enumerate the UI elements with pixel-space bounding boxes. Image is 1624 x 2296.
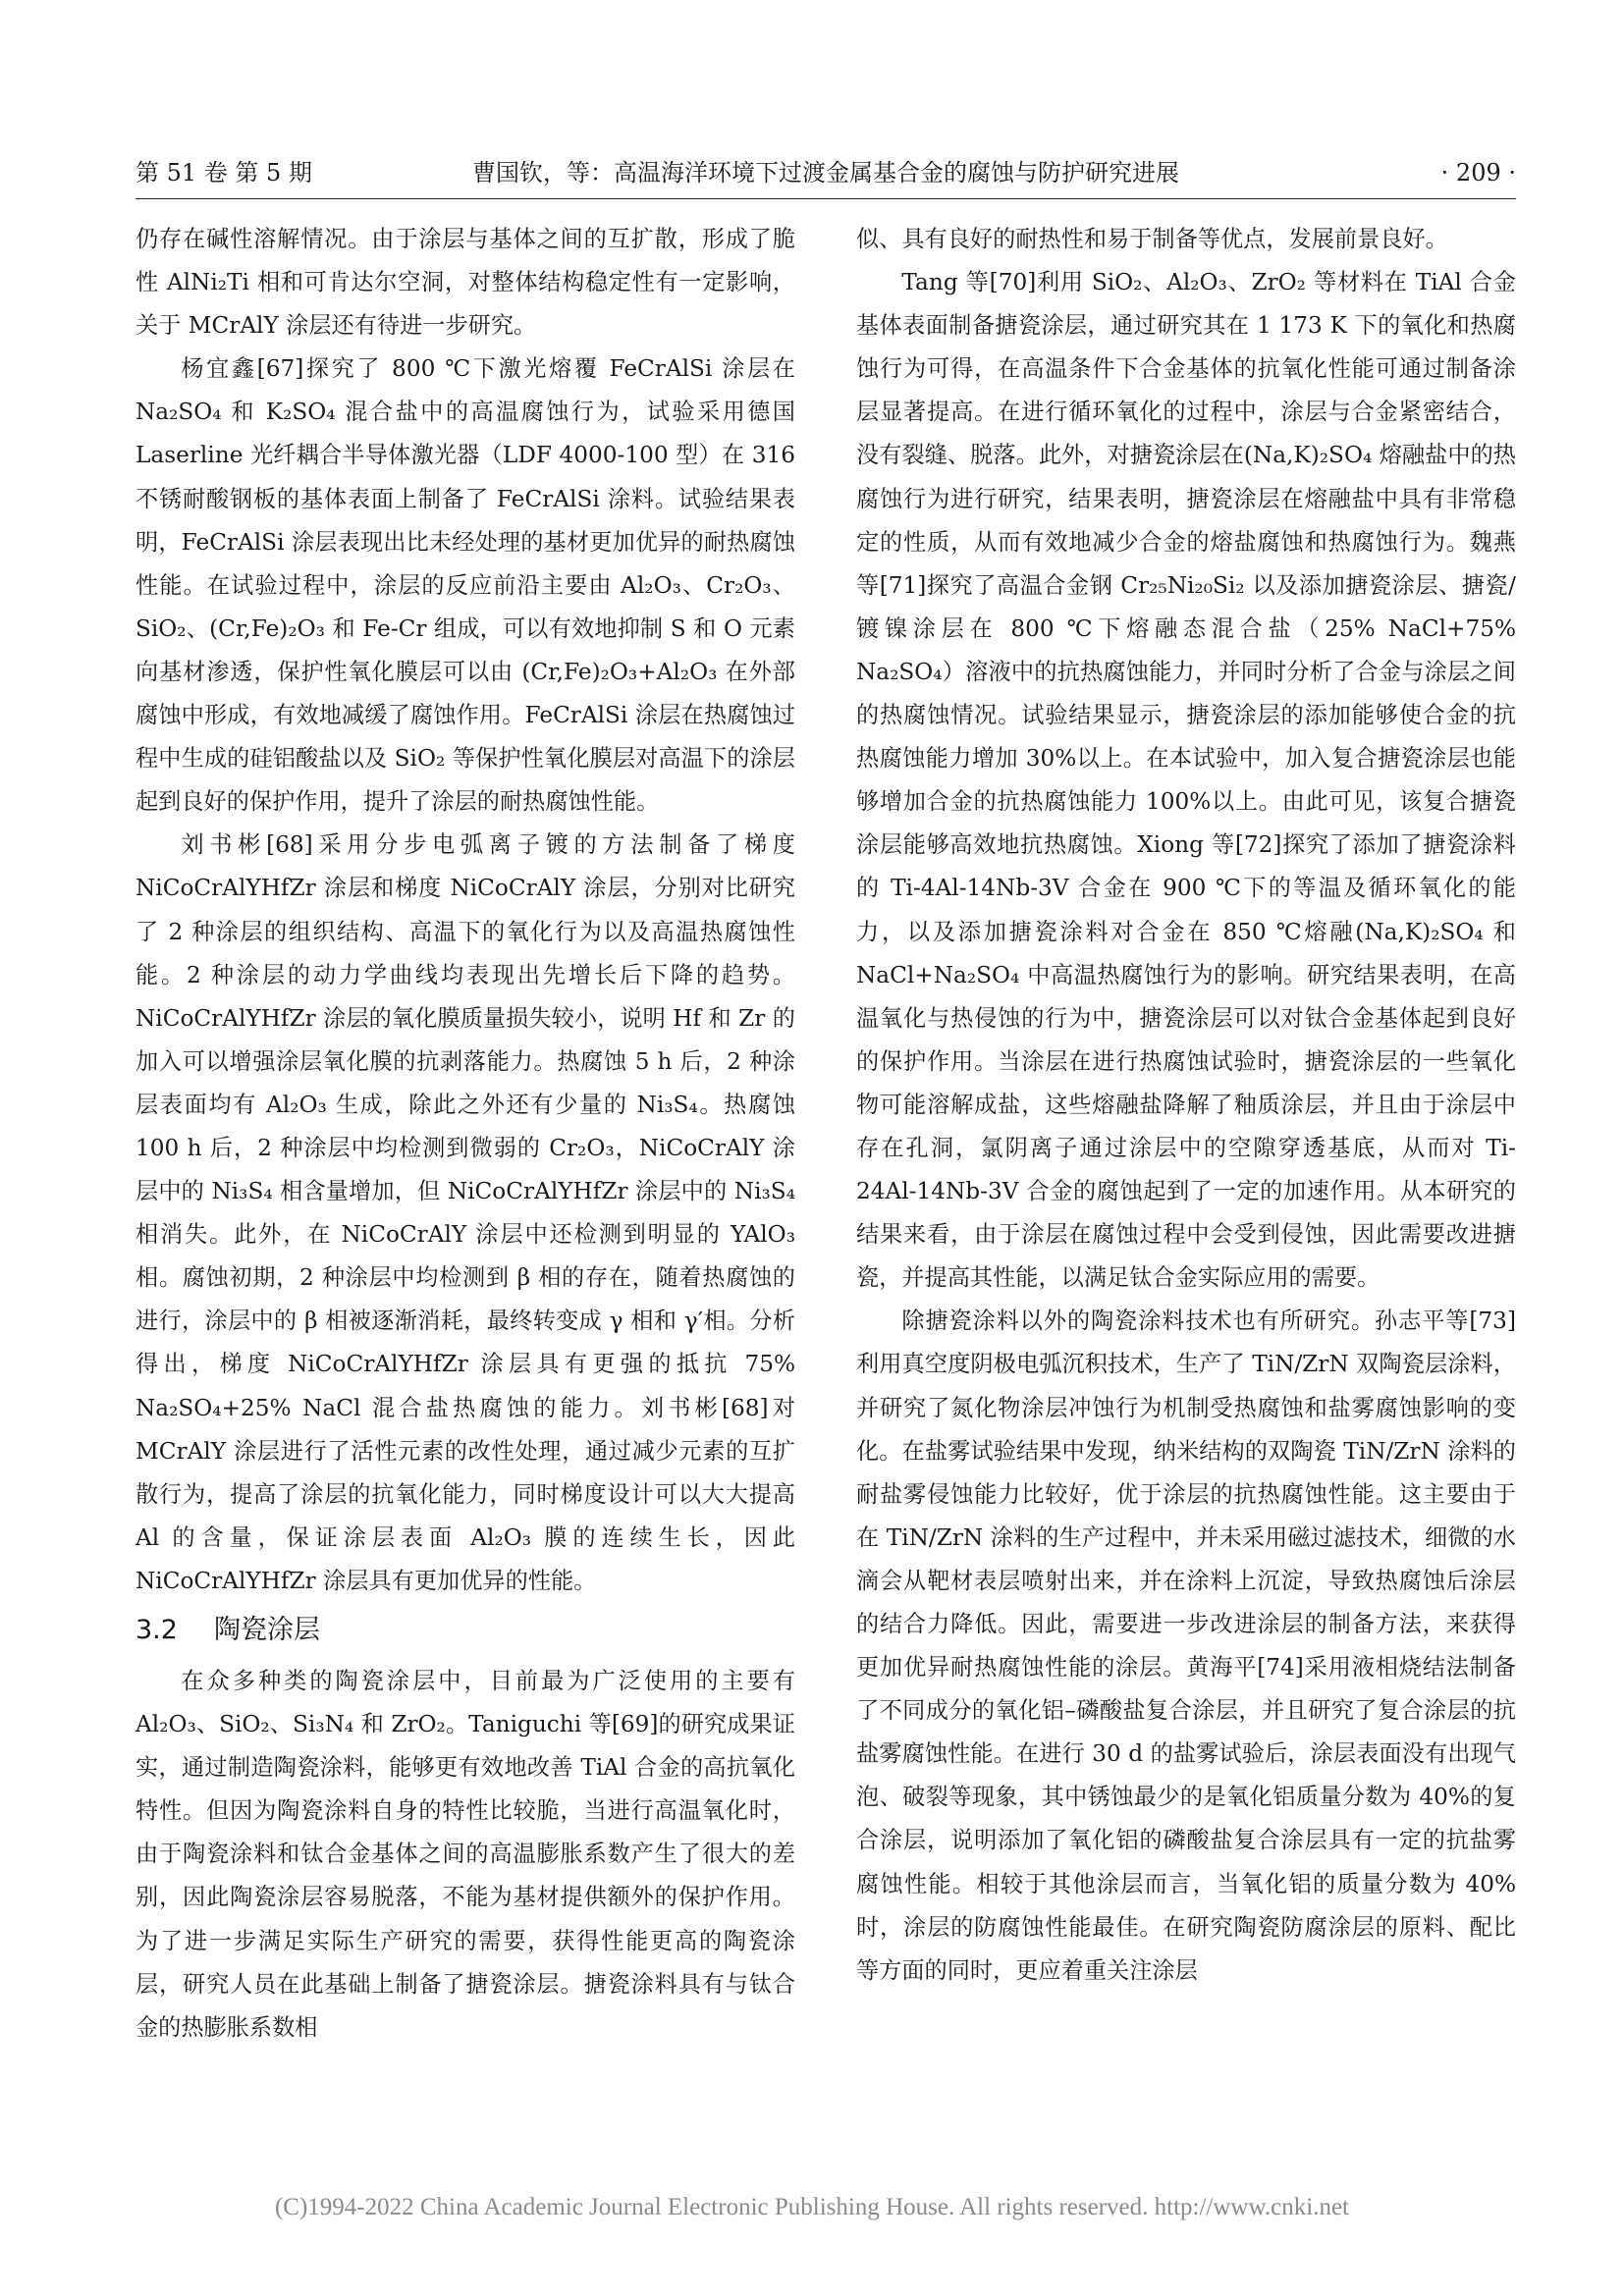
running-title: 曹国钦，等：高温海洋环境下过渡金属基合金的腐蚀与防护研究进展: [472, 159, 1179, 187]
section-number: 3.2: [135, 1615, 178, 1645]
right-column: [856, 218, 1516, 1993]
paragraph: 在众多种类的陶瓷涂层中，目前最为广泛使用的主要有 Al₂O₃、SiO₂、Si₃N₄ 和 ZrO₂。Taniguchi 等[69]的研究成果证实，通过制造陶瓷涂料，能够更有效地改善 TiAl 合金的高抗氧化特性。但因为陶瓷涂料自身的特性比较脆，当进行高温氧化时，由于陶瓷涂料和钛合金基体之间的高温膨胀系数产生了很大的差别，因此陶瓷涂层容易脱落，不能为基材提供额外的保护作用。为了进一步满足实际生产研究的需要，获得性能更高的陶瓷涂层，研究人员在此基础上制备了搪瓷涂层。搪瓷涂料具有与钛合金的热膨胀系数相: [135, 1668, 795, 2041]
paragraph: 仍存在碱性溶解情况。由于涂层与基体之间的互扩散，形成了脆性 AlNi₂Ti 相和可肯达尔空洞，对整体结构稳定性有一定影响，关于 MCrAlY 涂层还有待进一步研究。: [135, 226, 795, 340]
paragraph: 杨宜鑫[67]探究了 800 ℃下激光熔覆 FeCrAlSi 涂层在 Na₂SO₄ 和 K₂SO₄ 混合盐中的高温腐蚀行为，试验采用德国 Laserline 光纤耦合半导体激光器（LDF 4000-100 型）在 316 不锈耐酸钢板的基体表面上制备了 FeCrAlSi 涂料。试验结果表明，FeCrAlSi 涂层表现出比未经处理的基材更加优异的耐热腐蚀性能。在试验过程中，涂层的反应前沿主要由 Al₂O₃、Cr₂O₃、SiO₂、(Cr,Fe)₂O₃ 和 Fe-Cr 组成，可以有效地抑制 S 和 O 元素向基材渗透，保护性氧化膜层可以由 (Cr,Fe)₂O₃+Al₂O₃ 在外部腐蚀中形成，有效地减缓了腐蚀作用。FeCrAlSi 涂层在热腐蚀过程中生成的硅铝酸盐以及 SiO₂ 等保护性氧化膜层对高温下的涂层起到良好的保护作用，提升了涂层的耐热腐蚀性能。: [135, 355, 795, 816]
left-column: [135, 218, 795, 2050]
section-heading: [135, 1609, 795, 1652]
paragraph: 刘书彬[68]采用分步电弧离子镀的方法制备了梯度 NiCoCrAlYHfZr 涂层和梯度 NiCoCrAlY 涂层，分别对比研究了 2 种涂层的组织结构、高温下的氧化行为以及高温热腐蚀性能。2 种涂层的动力学曲线均表现出先增长后下降的趋势。NiCoCrAlYHfZr 涂层的氧化膜质量损失较小，说明 Hf 和 Zr 的加入可以增强涂层氧化膜的抗剥落能力。热腐蚀 5 h 后，2 种涂层表面均有 Al₂O₃ 生成，除此之外还有少量的 Ni₃S₄。热腐蚀 100 h 后，2 种涂层中均检测到微弱的 Cr₂O₃，NiCoCrAlY 涂层中的 Ni₃S₄ 相含量增加，但 NiCoCrAlYHfZr 涂层中的 Ni₃S₄ 相消失。此外，在 NiCoCrAlY 涂层中还检测到明显的 YAlO₃ 相。腐蚀初期，2 种涂层中均检测到 β 相的存在，随着热腐蚀的进行，涂层中的 β 相被逐渐消耗，最终转变成 γ 相和 γ′相。分析得出，梯度 NiCoCrAlYHfZr 涂层具有更强的抵抗 75% Na₂SO₄+25% NaCl 混合盐热腐蚀的能力。刘书彬[68]对 MCrAlY 涂层进行了活性元素的改性处理，通过减少元素的互扩散行为，提高了涂层的抗氧化能力，同时梯度设计可以大大提高 Al 的含量，保证涂层表面 Al₂O₃ 膜的连续生长，因此 NiCoCrAlYHfZr 涂层具有更加优异的性能。: [135, 831, 795, 1594]
running-header: [135, 153, 1516, 192]
paragraph: 除搪瓷涂料以外的陶瓷涂料技术也有所研究。孙志平等[73]利用真空度阴极电弧沉积技术，生产了 TiN/ZrN 双陶瓷层涂料，并研究了氮化物涂层冲蚀行为机制受热腐蚀和盐雾腐蚀影响的变化。在盐雾试验结果中发现，纳米结构的双陶瓷 TiN/ZrN 涂料的耐盐雾侵蚀能力比较好，优于涂层的抗热腐蚀性能。这主要由于在 TiN/ZrN 涂料的生产过程中，并未采用磁过滤技术，细微的水滴会从靶材表层喷射出来，并在涂料上沉淀，导致热腐蚀后涂层的结合力降低。因此，需要进一步改进涂层的制备方法，来获得更加优异耐热腐蚀性能的涂层。黄海平[74]采用液相烧结法制备了不同成分的氧化铝–磷酸盐复合涂层，并且研究了复合涂层的抗盐雾腐蚀性能。在进行 30 d 的盐雾试验后，涂层表面没有出现气泡、破裂等现象，其中锈蚀最少的是氧化铝质量分数为 40%的复合涂层，说明添加了氧化铝的磷酸盐复合涂层具有一定的抗盐雾腐蚀性能。相较于其他涂层而言，当氧化铝的质量分数为 40%时，涂层的防腐蚀性能最佳。在研究陶瓷防腐涂层的原料、配比等方面的同时，更应着重关注涂层: [856, 1308, 1516, 1984]
journal-volume-issue: 第 51 卷 第 5 期: [135, 159, 312, 187]
header-rule: [135, 198, 1516, 199]
copyright-footer: (C)1994-2022 China Academic Journal Electronic Publishing House. All rights reserved. http://www.cnki.net: [274, 2194, 1350, 2220]
section-title: 陶瓷涂层: [214, 1615, 320, 1645]
paragraph: Tang 等[70]利用 SiO₂、Al₂O₃、ZrO₂ 等材料在 TiAl 合金基体表面制备搪瓷涂层，通过研究其在 1 173 K 下的氧化和热腐蚀行为可得，在高温条件下合金基体的抗氧化性能可通过制备涂层显著提高。在进行循环氧化的过程中，涂层与合金紧密结合，没有裂缝、脱落。此外，对搪瓷涂层在(Na,K)₂SO₄ 熔融盐中的热腐蚀行为进行研究，结果表明，搪瓷涂层在熔融盐中具有非常稳定的性质，从而有效地减少合金的熔盐腐蚀和热腐蚀行为。魏燕等[71]探究了高温合金钢 Cr₂₅Ni₂₀Si₂ 以及添加搪瓷涂层、搪瓷/镀镍涂层在 800 ℃下熔融态混合盐（25% NaCl+75% Na₂SO₄）溶液中的抗热腐蚀能力，并同时分析了合金与涂层之间的热腐蚀情况。试验结果显示，搪瓷涂层的添加能够使合金的抗热腐蚀能力增加 30%以上。在本试验中，加入复合搪瓷涂层也能够增加合金的抗热腐蚀能力 100%以上。由此可见，该复合搪瓷涂层能够高效地抗热腐蚀。Xiong 等[72]探究了添加了搪瓷涂料的 Ti-4Al-14Nb-3V 合金在 900 ℃下的等温及循环氧化的能力，以及添加搪瓷涂料对合金在 850 ℃熔融(Na,K)₂SO₄ 和 NaCl+Na₂SO₄ 中高温热腐蚀行为的影响。研究结果表明，在高温氧化与热侵蚀的行为中，搪瓷涂层可以对钛合金基体起到良好的保护作用。当涂层在进行热腐蚀试验时，搪瓷涂层的一些氧化物可能溶解成盐，这些熔融盐降解了釉质涂层，并且由于涂层中存在孔洞，氯阴离子通过涂层中的空隙穿透基底，从而对 Ti-24Al-14Nb-3V 合金的腐蚀起到了一定的加速作用。从本研究的结果来看，由于涂层在腐蚀过程中会受到侵蚀，因此需要改进搪瓷，并提高其性能，以满足钛合金实际应用的需要。: [856, 269, 1516, 1292]
page-number: · 209 ·: [1440, 159, 1516, 187]
paragraph: 似、具有良好的耐热性和易于制备等优点，发展前景良好。: [856, 226, 1448, 252]
